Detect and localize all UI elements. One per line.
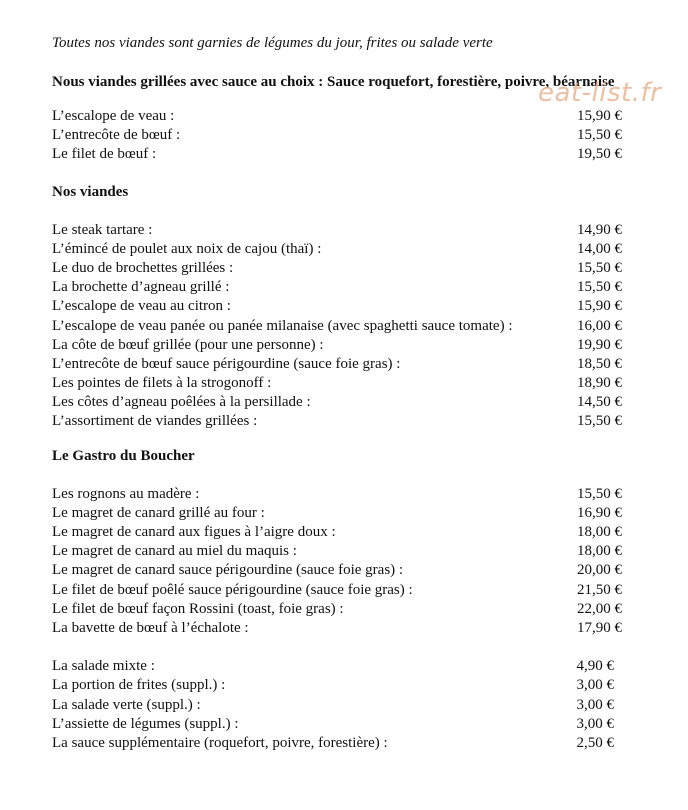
menu-item [52,107,622,126]
section-gastro-du-boucher [52,447,622,639]
menu-item [52,619,622,638]
menu-item [52,317,622,336]
menu-item-name: L’assortiment de viandes grillées : [52,413,258,430]
menu-item-price: 15,50 € [577,485,622,502]
menu-item-list [52,221,622,432]
menu-item [52,504,622,523]
menu-item-list [52,657,614,753]
menu-item-price: 15,90 € [577,108,622,124]
menu-item [52,393,622,412]
menu-item-price: 3,00 € [576,696,614,713]
menu-item [52,278,622,297]
menu-item-price: 15,90 € [577,298,622,315]
menu-item-price: 16,90 € [577,504,622,521]
menu-item-price: 14,90 € [577,221,622,238]
menu-item-name: La bavette de bœuf à l’échalote : [52,619,249,636]
menu-item [52,336,622,355]
menu-item [52,355,622,374]
menu-item-name: L’escalope de veau au citron : [52,298,231,315]
menu-item [52,412,622,431]
menu-item-price: 3,00 € [576,677,614,694]
menu-item-price: 19,90 € [577,336,622,353]
menu-item-price: 3,00 € [576,715,614,732]
menu-item-name: Le magret de canard grillé au four : [52,504,265,521]
section-our-meats [52,183,622,432]
menu-page [52,34,622,753]
menu-item [52,523,622,542]
menu-item-price: 15,50 € [577,127,622,144]
menu-item [52,145,622,164]
menu-item-list [52,107,622,165]
menu-item [52,734,614,753]
menu-item-name: L’escalope de veau panée ou panée milanaise (avec spaghetti sauce tomate) : [52,317,513,334]
menu-item-name: L’entrecôte de bœuf : [52,127,181,144]
menu-item [52,221,622,240]
menu-item-price: 20,00 € [577,562,622,579]
menu-item-name: L’émincé de poulet aux noix de cajou (thaï) : [52,240,322,257]
menu-item [52,542,622,561]
menu-item [52,297,622,316]
section-heading: Nous viandes grillées avec sauce au choix : Sauce roquefort, forestière, poivre, béarnaise [52,74,615,90]
menu-item-name: Le magret de canard au miel du maquis : [52,543,297,560]
menu-item-name: La portion de frites (suppl.) : [52,677,226,694]
menu-item-price: 21,50 € [577,581,622,598]
menu-item-name: Les pointes de filets à la strogonoff : [52,375,272,392]
menu-item-name: Le filet de bœuf poêlé sauce périgourdine (sauce foie gras) : [52,581,413,598]
menu-item [52,126,622,145]
menu-item-name: La salade verte (suppl.) : [52,696,201,713]
menu-item-name: La sauce supplémentaire (roquefort, poivre, forestière) : [52,734,388,751]
menu-item-name: Les côtes d’agneau poêlées à la persillade : [52,394,311,411]
menu-item [52,696,614,715]
menu-item-price: 15,50 € [577,259,622,276]
menu-item-name: La brochette d’agneau grillé : [52,279,230,296]
menu-item-name: L’assiette de légumes (suppl.) : [52,715,239,732]
menu-item-price: 18,00 € [577,543,622,560]
section-sides [52,657,622,753]
menu-item [52,657,614,676]
menu-item [52,240,622,259]
menu-item-price: 19,50 € [577,146,622,163]
menu-item-price: 14,50 € [577,394,622,411]
menu-item [52,374,622,393]
menu-item-price: 16,00 € [577,317,622,334]
menu-item-name: Le filet de bœuf façon Rossini (toast, foie gras) : [52,600,344,617]
menu-item [52,485,622,504]
menu-item-price: 4,90 € [576,658,614,675]
menu-item-price: 14,00 € [577,240,622,257]
menu-item-list [52,485,622,639]
section-heading: Nos viandes [52,183,129,200]
menu-item [52,581,622,600]
menu-item-price: 2,50 € [576,734,614,751]
menu-item-name: Le magret de canard sauce périgourdine (sauce foie gras) : [52,562,404,579]
menu-item [52,715,614,734]
menu-item-price: 15,50 € [577,279,622,296]
menu-item-name: Les rognons au madère : [52,485,200,502]
menu-item-name: Le duo de brochettes grillées : [52,259,234,276]
menu-item-name: La côte de bœuf grillée (pour une personne) : [52,336,324,353]
menu-item-name: L’escalope de veau : [52,108,175,124]
menu-item [52,676,614,695]
menu-item-price: 22,00 € [577,600,622,617]
menu-item-name: Le filet de bœuf : [52,146,157,163]
menu-item [52,561,622,580]
menu-intro: Toutes nos viandes sont garnies de légumes du jour, frites ou salade verte [52,35,493,51]
menu-item-name: Le magret de canard aux figues à l’aigre doux : [52,524,336,540]
section-grilled-meats [52,73,622,165]
menu-item-price: 17,90 € [577,619,622,636]
menu-item-name: Le steak tartare : [52,221,153,238]
menu-item-price: 15,50 € [577,413,622,430]
menu-item [52,259,622,278]
menu-item-name: L’entrecôte de bœuf sauce périgourdine (sauce foie gras) : [52,355,401,372]
menu-item-price: 18,90 € [577,375,622,392]
menu-item-price: 18,00 € [577,524,622,540]
menu-item-name: La salade mixte : [52,658,155,675]
section-heading: Le Gastro du Boucher [52,447,195,464]
menu-item-price: 18,50 € [577,355,622,372]
menu-item [52,600,622,619]
watermark-logo: eat-list.fr [538,78,662,108]
